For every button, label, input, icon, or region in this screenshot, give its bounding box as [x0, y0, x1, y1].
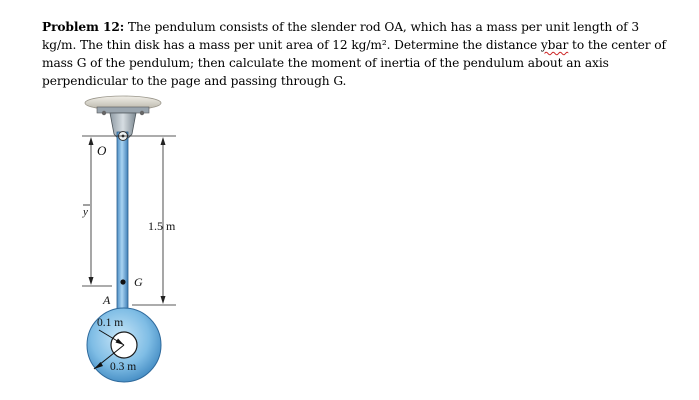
outer-radius-label: 0.3 m [110, 361, 137, 373]
label-a: A [103, 293, 111, 307]
label-o: O [97, 143, 107, 158]
ybar-term: ybar [540, 38, 569, 52]
label-y: y [83, 206, 88, 218]
rod-length-label: 1.5 m [148, 219, 176, 233]
inner-radius-label: 0.1 m [97, 317, 124, 329]
problem-heading: Problem 12: [42, 20, 125, 34]
problem-text-part-1: The pendulum consists of the slender rod OA, which has a mass per unit length of 3 kg/m. The thin disk has a mass per unit area of 12 kg/m². Determine the distance [42, 20, 640, 52]
center-of-mass-g [120, 279, 125, 284]
bolt-left [102, 111, 106, 115]
problem-text-part-2: to the center of mass G of the pendulum; then calculate the moment of inertia of the pendulum about an axis perpendicular to the page and passing through G. [42, 38, 666, 88]
label-g: G [134, 275, 143, 289]
bolt-right [140, 111, 144, 115]
slender-rod [117, 132, 128, 328]
